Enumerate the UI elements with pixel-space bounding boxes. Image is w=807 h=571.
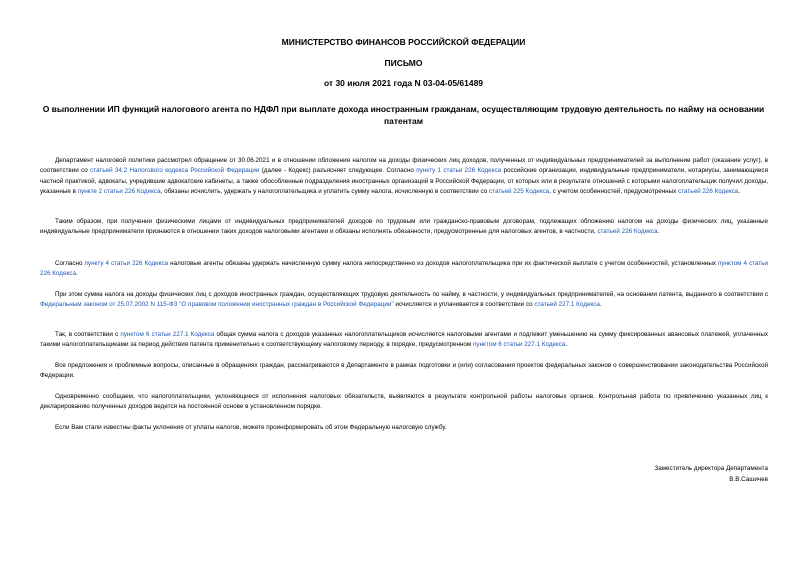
document-link[interactable]: пункте 2 статьи 226 Кодекса: [77, 188, 161, 196]
document-link[interactable]: статьей 226 Кодекса: [597, 228, 658, 236]
paragraph-text: Так, в соответствии с: [55, 331, 121, 338]
document-link[interactable]: пункту 1 статьи 226 Кодекса: [416, 167, 502, 175]
document-link[interactable]: статьей 225 Кодекса: [489, 188, 550, 196]
paragraph-text: исчисляется и уплачивается в соответствии со: [393, 301, 535, 309]
paragraph-text: Если Вам стали известны факты уклонения от уплаты налогов, можете проинформировать об этом Федеральную налоговую службу.: [55, 424, 447, 431]
paragraph-text: налоговые агенты обязаны удержать начисленную сумму налога непосредственно из доходов налогоплательщика при их фактической выплате с учетом особенностей, установленных: [168, 260, 718, 267]
document-link[interactable]: Федеральным законом от 25.07.2002 N 115-ФЗ "О правовом положении иностранных граждан в Российской Федерации": [40, 301, 394, 309]
paragraph-6: [40, 361, 768, 382]
paragraph-text: общая сумма налога с доходов указанных налогоплательщиков исчисляется налоговыми агентами и подлежит уменьшению на сумму фиксированных авансовых платежей, уплаченных такими налогоплательщиками за период действия патента применительно к соответствующему налоговому периоду, в порядке, предусмотренном: [40, 331, 768, 349]
paragraph-3: [40, 259, 768, 280]
paragraph-4: [40, 290, 768, 311]
paragraph-text: Одновременно сообщаем, что налогоплательщики, уклоняющиеся от исполнения налоговых обязательств, выявляются в результате контрольной работы налоговых органов. Контрольная работа по привлечению указанных лиц к декларированию полученных доходов ведется на постоянной основе в установленном порядке.: [40, 393, 768, 411]
paragraph-text: Департамент налоговой политики рассмотрел обращение от 30.06.2021 и в отношении обложения налогом на доходы физических лиц доходов, полученных от индивидуальных предпринимателей за выполнение работ (оказание услуг), в соответствии со: [40, 157, 768, 175]
document-type: ПИСЬМО: [384, 58, 423, 68]
paragraph-text: Все предложения и проблемные вопросы, описанные в обращениях граждан, рассматриваются в Департаменте в рамках подготовки и (или) согласования проектов федеральных законов о совершенствовании законодательства Российской Федерации.: [40, 362, 768, 380]
paragraph-text: Согласно: [55, 260, 85, 267]
paragraph-text: (далее - Кодекс) разъясняет следующее. Согласно: [259, 167, 417, 175]
paragraph-text: При этом сумма налога на доходы физических лиц с доходов иностранных граждан, осуществляющих трудовую деятельность по найму, в частности, у индивидуальных предпринимателей, на основании патента, выданного в соответствии с: [55, 291, 768, 298]
paragraph-5: [40, 330, 768, 351]
document-link[interactable]: пунктом 6 статьи 227.1 Кодекса: [120, 331, 215, 338]
document-link[interactable]: пунктом 6 статьи 227.1 Кодекса: [473, 341, 566, 349]
signature-position: Заместитель директора Департамента: [654, 465, 768, 472]
paragraph-8: [40, 423, 768, 433]
paragraph-text: российские организации, индивидуальные предприниматели, нотариусы, занимающиеся частной практикой, адвокаты, учредившие адвокатские кабинеты, а также обособленные подразделения иностранных организаций в Российской Федерации, от которых или в результате отношений с которыми налогоплательщик получил доходы, указанные в: [40, 167, 768, 196]
paragraph-7: [40, 392, 768, 413]
paragraph-1: [40, 156, 768, 198]
paragraph-text: , с учетом особенностей, предусмотренных: [549, 188, 679, 196]
paragraph-text: .: [599, 301, 602, 309]
paragraph-text: .: [657, 228, 660, 236]
document-link[interactable]: пунктом 4 статьи 226 Кодекса: [40, 260, 769, 278]
document-link[interactable]: статьей 34.2 Налогового кодекса Российской Федерации: [90, 167, 260, 175]
signature-name: В.В.Сашичев: [729, 476, 768, 483]
document-link[interactable]: статьей 227.1 Кодекса: [534, 301, 600, 309]
paragraph-text: .: [738, 188, 741, 196]
document-link[interactable]: пункту 4 статьи 226 Кодекса: [84, 260, 169, 267]
document-subject: О выполнении ИП функций налогового агента по НДФЛ при выплате дохода иностранным гражданам, осуществляющим трудовую деятельность по найму на основании патентам: [42, 104, 765, 126]
paragraph-text: .: [75, 270, 78, 278]
document-link[interactable]: статьей 226 Кодекса: [678, 188, 739, 196]
paragraph-text: Таким образом, при получении физическими лицами от индивидуальных предпринимателей доходов по трудовым или гражданско-правовым договорам, подлежащих обложению налогом на доходы физических лиц, указанные индивидуальные предприниматели признаются в отношении таких доходов налоговыми агентами и обязаны исполнять обязанности, предусмотренные для налоговых агентов, в частности,: [40, 218, 768, 236]
document-date-number: от 30 июля 2021 года N 03-04-05/61489: [323, 78, 484, 88]
paragraph-2: [40, 217, 768, 238]
ministry-title: МИНИСТЕРСТВО ФИНАНСОВ РОССИЙСКОЙ ФЕДЕРАЦИИ: [281, 37, 526, 47]
paragraph-text: .: [565, 341, 568, 349]
paragraph-text: , обязаны исчислить, удержать у налогоплательщика и уплатить сумму налога, исчисленную в соответствии со: [160, 188, 490, 196]
